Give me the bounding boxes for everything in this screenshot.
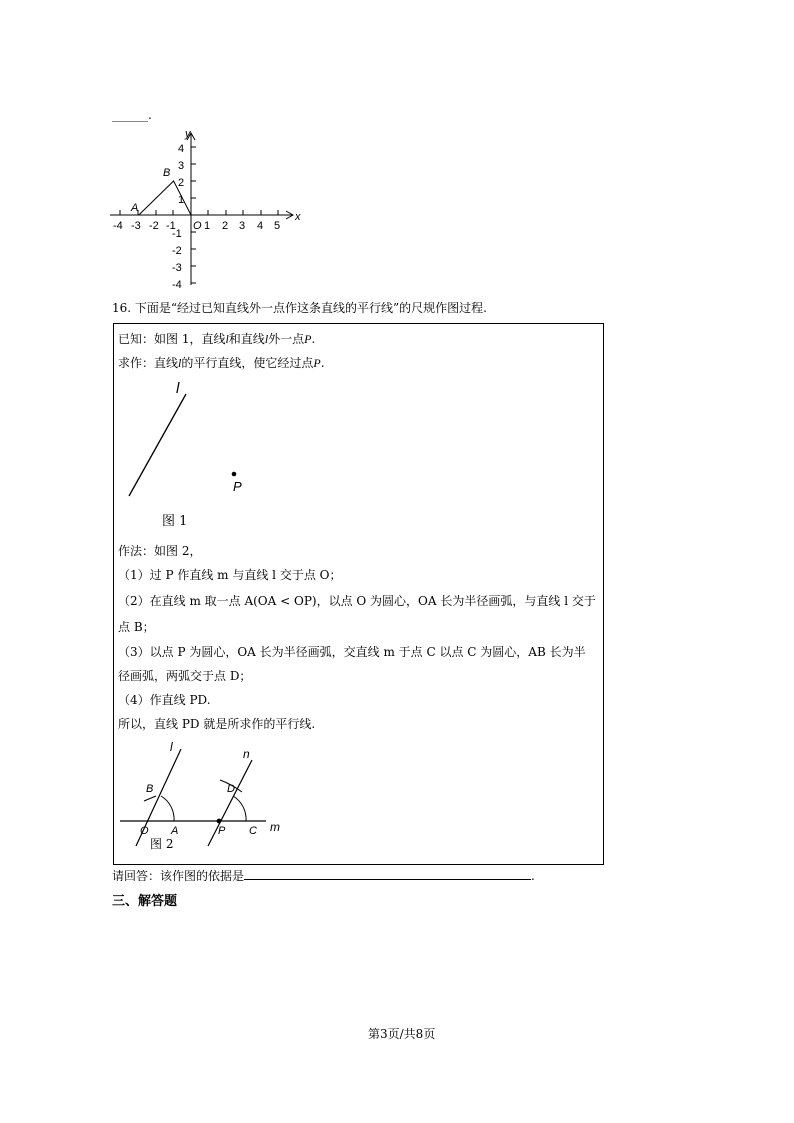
x-axis-label: x bbox=[295, 211, 301, 223]
text: 已知：如图 1，直线 bbox=[118, 332, 226, 346]
step-4: （4）作直线 PD. bbox=[118, 693, 211, 707]
text: 外一点 bbox=[268, 332, 305, 346]
line-l-label: l bbox=[176, 380, 180, 397]
figure-2-caption: 图 2 bbox=[150, 837, 174, 851]
step-3-line2: 径画弧，两弧交于点 D； bbox=[118, 669, 252, 683]
answer-blank-top bbox=[112, 107, 152, 123]
y-axis-label: y bbox=[185, 128, 191, 140]
prompt-text: 请回答：该作图的依据是 bbox=[112, 869, 245, 883]
var-l: l bbox=[264, 332, 269, 346]
y-tick-label: 4 bbox=[178, 143, 185, 155]
label-l: l bbox=[170, 740, 173, 754]
point-P-label: P bbox=[233, 479, 242, 494]
step-2-line1: （2）在直线 m 取一点 A(OA < OP)，以点 O 为圆心，OA 长为半径画弧，与直线 l 交于 bbox=[118, 594, 596, 608]
step-2-line2: 点 B； bbox=[118, 620, 155, 634]
text: 和直线 bbox=[228, 332, 265, 346]
point-B-label: B bbox=[163, 167, 171, 179]
figure-2 bbox=[118, 738, 298, 858]
y-tick-label: -3 bbox=[172, 262, 182, 274]
x-tick-label: 3 bbox=[239, 220, 246, 232]
x-tick-label: 2 bbox=[222, 220, 229, 232]
period: . bbox=[531, 869, 535, 883]
method-heading: 作法：如图 2， bbox=[118, 544, 202, 558]
point-P bbox=[217, 819, 222, 824]
arc-PC bbox=[233, 796, 246, 821]
step-1: （1）过 P 作直线 m 与直线 l 交于点 O； bbox=[118, 568, 342, 582]
x-tick-label: 5 bbox=[274, 220, 281, 232]
y-tick-label: 2 bbox=[178, 177, 185, 189]
x-tick-label: -4 bbox=[113, 220, 123, 232]
blank: ______ bbox=[112, 108, 148, 122]
figure-1-caption: 图 1 bbox=[162, 514, 188, 529]
y-tick-label: -2 bbox=[172, 245, 182, 257]
var-P: P bbox=[313, 356, 321, 370]
line-n bbox=[208, 760, 252, 846]
text: 求作：直线 bbox=[118, 356, 179, 370]
text: . bbox=[311, 332, 316, 346]
question-16-stem: 16. 下面是“经过已知直线外一点作这条直线的平行线”的尺规作图过程. bbox=[112, 301, 487, 315]
label-P: P bbox=[218, 825, 226, 837]
origin-label: O bbox=[193, 220, 202, 232]
point-A-label: A bbox=[131, 202, 139, 214]
x-tick-label: -1 bbox=[166, 220, 176, 232]
x-tick-label: 1 bbox=[204, 220, 211, 232]
var-l: l bbox=[178, 356, 182, 370]
y-tick-label: 3 bbox=[178, 160, 185, 172]
y-tick-label: -1 bbox=[172, 228, 182, 240]
answer-blank[interactable] bbox=[244, 867, 531, 880]
section-title: 三、解答题 bbox=[112, 894, 178, 909]
figure-1 bbox=[120, 378, 260, 538]
y-tick-label: 1 bbox=[178, 194, 185, 206]
y-tick-label: -4 bbox=[172, 279, 182, 290]
label-D: D bbox=[227, 783, 235, 795]
arc-mark-B bbox=[144, 796, 156, 801]
arc-OA bbox=[161, 796, 174, 821]
step-3-line1: （3）以点 P 为圆心，OA 长为半径画弧，交直线 m 于点 C 以点 C 为圆心，AB 长为半 bbox=[118, 645, 586, 659]
label-C: C bbox=[249, 825, 257, 837]
var-P: P bbox=[304, 332, 312, 346]
line-l bbox=[129, 394, 186, 496]
page-footer: 第3页/共8页 bbox=[368, 1027, 436, 1041]
x-tick-label: -3 bbox=[131, 220, 141, 232]
x-tick-label: 4 bbox=[257, 220, 264, 232]
label-m: m bbox=[270, 820, 280, 834]
label-O: O bbox=[140, 825, 149, 837]
coordinate-graph bbox=[105, 125, 305, 290]
var-l: l bbox=[225, 332, 229, 346]
answer-prompt bbox=[112, 867, 535, 884]
ask-line bbox=[118, 355, 325, 371]
conclusion: 所以，直线 PD 就是所求作的平行线. bbox=[118, 717, 316, 731]
label-B: B bbox=[146, 783, 154, 795]
label-n: n bbox=[243, 747, 250, 761]
point-P bbox=[232, 472, 237, 477]
period: . bbox=[148, 108, 152, 122]
text: . bbox=[320, 356, 325, 370]
label-A: A bbox=[171, 825, 179, 837]
x-tick-label: -2 bbox=[149, 220, 159, 232]
text: 的平行直线，使它经过点 bbox=[181, 356, 314, 370]
known-line bbox=[118, 331, 315, 347]
